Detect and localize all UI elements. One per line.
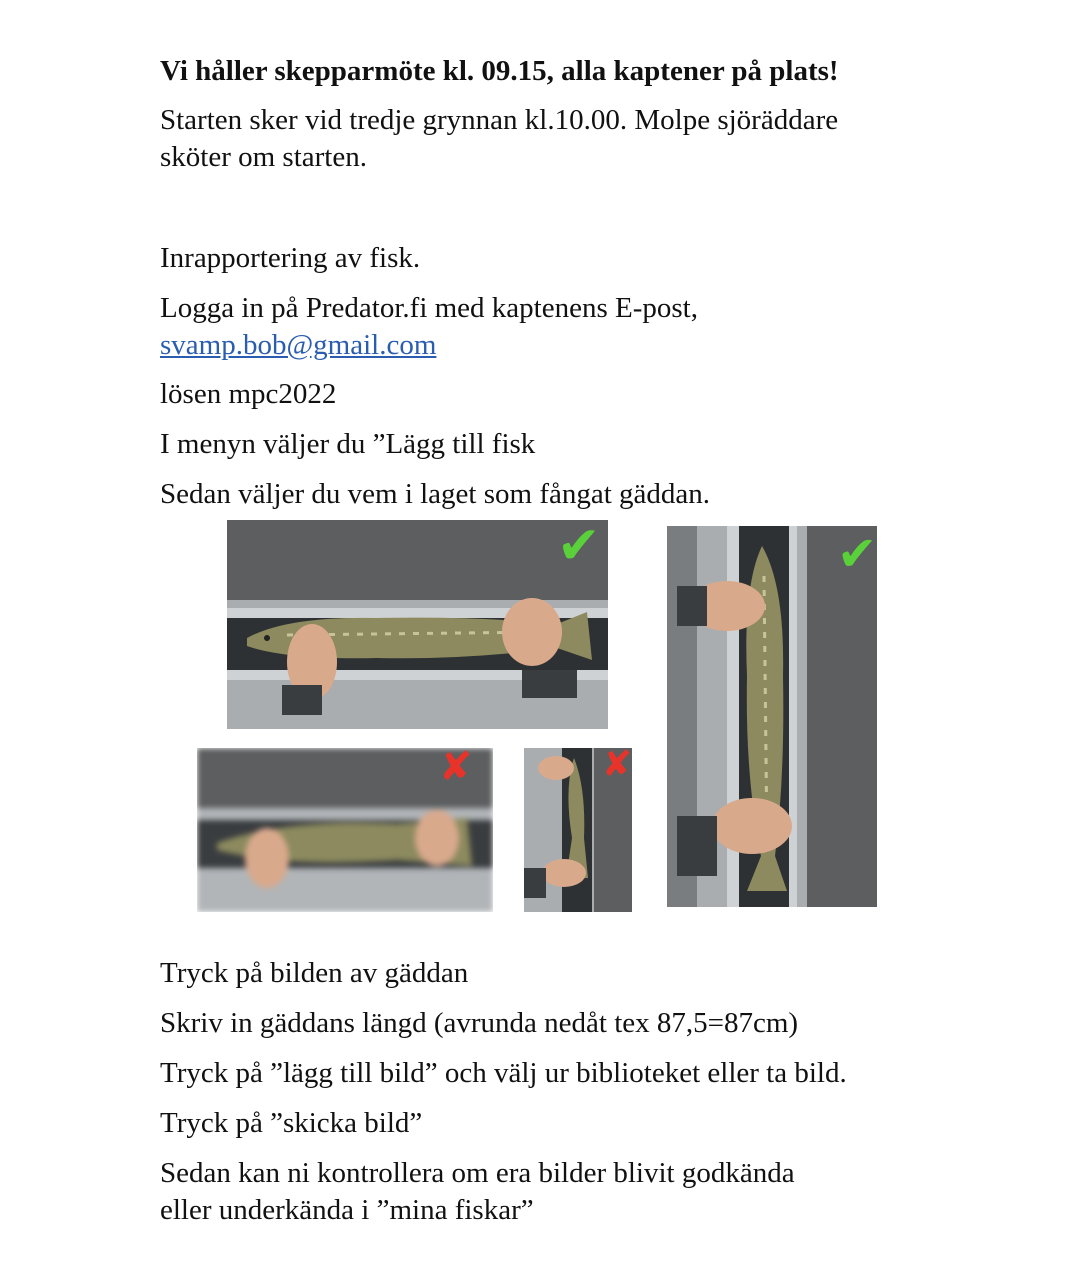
step-2: Skriv in gäddans längd (avrunda nedåt tex 87,5=87cm)	[160, 1007, 799, 1039]
check-icon: ✔	[837, 526, 877, 582]
step-1: Tryck på bilden av gäddan	[160, 957, 469, 989]
heading: Vi håller skepparmöte kl. 09.15, alla kaptener på plats!	[160, 55, 839, 87]
correct-horizontal-photo	[227, 520, 608, 729]
email-link[interactable]: svamp.bob@gmail.com	[160, 329, 437, 361]
correct-vertical-photo	[667, 526, 877, 907]
report-title: Inrapportering av fisk.	[160, 242, 421, 274]
final-paragraph	[160, 1155, 960, 1229]
check-icon: ✔	[557, 520, 601, 576]
step-4: Tryck på ”skicka bild”	[160, 1107, 423, 1139]
start-paragraph	[160, 102, 960, 176]
incorrect-narrow-photo	[524, 748, 632, 912]
step-3: Tryck på ”lägg till bild” och välj ur biblioteket eller ta bild.	[160, 1057, 847, 1089]
password-line: lösen mpc2022	[160, 378, 337, 410]
final-line-1: Sedan kan ni kontrollera om era bilder blivit godkända	[160, 1157, 795, 1189]
cross-icon: ✘	[439, 748, 473, 790]
start-line-1: Starten sker vid tredje grynnan kl.10.00. Molpe sjöräddare	[160, 104, 839, 136]
login-paragraph	[160, 290, 960, 364]
incorrect-blurry-photo	[197, 748, 493, 912]
final-line-2: eller underkända i ”mina fiskar”	[160, 1194, 534, 1226]
choose-step: Sedan väljer du vem i laget som fångat gäddan.	[160, 478, 711, 510]
cross-icon: ✘	[602, 748, 632, 785]
login-line-1: Logga in på Predator.fi med kaptenens E-post,	[160, 292, 698, 324]
menu-step: I menyn väljer du ”Lägg till fisk	[160, 428, 536, 460]
start-line-2: sköter om starten.	[160, 141, 367, 173]
